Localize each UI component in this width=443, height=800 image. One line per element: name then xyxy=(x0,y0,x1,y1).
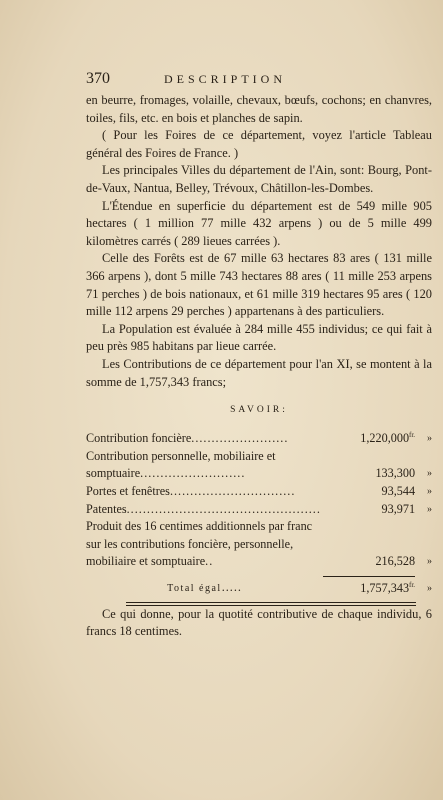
row-amount: 216,528 xyxy=(375,554,416,569)
paragraph-forets: Celle des Forêts est de 67 mille 63 hectares 83 ares ( 131 mille 366 arpens ), dont 5 mille 743 hectares 88 ares ( 11 mille 253 arpens 71 perches ) de bois nationaux, et 61 mille 319 hectares 95 ares ( 120 mille 112 arpens 29 perches ) appartenans à des particuliers. xyxy=(86,251,432,319)
paragraph-foires: ( Pour les Foires de ce département, voyez l'article Tableau général des Foires de France. ) xyxy=(86,128,432,160)
page-content xyxy=(86,70,432,641)
row-mark: » xyxy=(427,468,432,480)
table-row xyxy=(86,483,432,501)
paragraph-contributions: Les Contributions de ce département pour l'an XI, se montent à la somme de 1,757,343 francs; xyxy=(86,356,432,389)
total-row xyxy=(86,577,432,598)
total-label: Total égal..... xyxy=(167,579,242,594)
total-amount: $1,757,343^{fr.}$ xyxy=(360,580,416,595)
table-row xyxy=(86,427,432,448)
contributions-table xyxy=(86,427,432,597)
row-label: Patentes................................................ xyxy=(86,501,321,516)
total-mark: » xyxy=(427,582,432,594)
paragraph-villes: Les principales Villes du département de l'Ain, sont: Bourg, Pont-de-Vaux, Nantua, Belley, Trévoux, Châtillon-les-Dombes. xyxy=(86,163,432,195)
row-label: Contribution personnelle, mobiliaire et somptuaire.......................... xyxy=(86,448,276,481)
row-amount: $1,220,000^{fr.}$ xyxy=(360,431,416,446)
row-mark: » xyxy=(427,556,432,568)
row-mark: » xyxy=(427,433,432,445)
row-label: Portes et fenêtres............................... xyxy=(86,483,296,498)
page-number: 370 xyxy=(86,70,110,87)
paragraph-population: La Population est évaluée à 284 mille 455 individus; ce qui fait à peu près 985 habitans par lieue carrée. xyxy=(86,321,432,354)
row-amount: 93,971 xyxy=(381,501,416,516)
row-mark: » xyxy=(427,485,432,497)
row-amount: 133,300 xyxy=(375,466,416,481)
paragraph-products: en beurre, fromages, volaille, chevaux, bœufs, cochons; en chanvres, toiles, fils, etc. en bois et planches de sapin. xyxy=(86,93,432,125)
running-title: DESCRIPTION xyxy=(164,72,287,86)
table-row xyxy=(86,501,432,519)
savoir-heading: SAVOIR: xyxy=(230,405,288,416)
paragraph-etendue: L'Étendue en superficie du département est de 549 mille 905 hectares ( 1 million 77 mille 432 arpens ) ou de 5 mille 499 kilomètres carrés ( 289 lieues carrées ). xyxy=(86,198,432,248)
row-amount: 93,544 xyxy=(381,483,416,498)
paragraph-closing: Ce qui donne, pour la quotité contributive de chaque individu, 6 francs 18 centimes. xyxy=(86,606,432,639)
row-label: Produit des 16 centimes additionnels par franc sur les contributions foncière, personnelle, mobiliaire et somptuaire.. xyxy=(86,519,313,569)
table-row xyxy=(86,448,432,483)
page-header xyxy=(86,70,432,92)
row-label: Contribution foncière........................ xyxy=(86,431,289,446)
table-row xyxy=(86,518,432,571)
row-mark: » xyxy=(427,503,432,515)
